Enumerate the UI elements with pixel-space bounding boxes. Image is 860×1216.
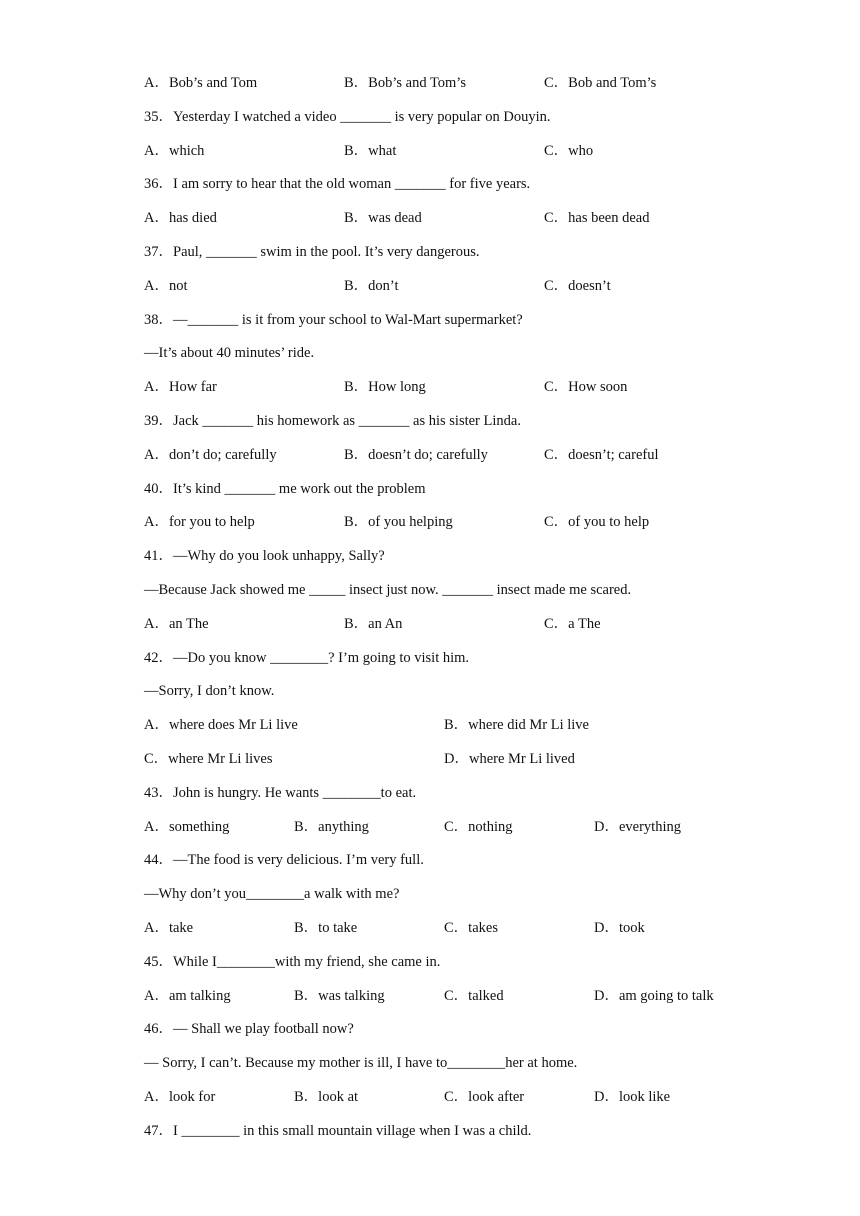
answer-options: [144, 446, 764, 464]
option-b: B．don’t: [344, 278, 399, 294]
option-b: B．anything: [294, 819, 369, 835]
option-c: C．talked: [444, 988, 504, 1004]
option-b: B．doesn’t do; carefully: [344, 447, 488, 463]
option-c: C．has been dead: [544, 210, 650, 226]
option-d: D．am going to talk: [594, 988, 714, 1004]
option-a: A．for you to help: [144, 514, 255, 530]
option-b: B．what: [344, 143, 397, 159]
question-line: — Sorry, I can’t. Because my mother is ill, I have to________her at home.: [144, 1055, 578, 1071]
option-b: D．where Mr Li lived: [444, 751, 575, 767]
question-line: —Why don’t you________a walk with me?: [144, 886, 400, 902]
option-c: C．Bob and Tom’s: [544, 75, 657, 91]
question-line: 37．Paul, _______ swim in the pool. It’s very dangerous.: [144, 244, 480, 260]
option-c: C．doesn’t: [544, 278, 611, 294]
option-a: A．not: [144, 278, 188, 294]
option-a: A．look for: [144, 1089, 216, 1105]
option-b: B．was talking: [294, 988, 385, 1004]
option-a: A．has died: [144, 210, 217, 226]
option-a: C．where Mr Li lives: [144, 751, 273, 767]
option-b: B．where did Mr Li live: [444, 717, 589, 733]
question-line: —Sorry, I don’t know.: [144, 683, 275, 699]
option-d: D．look like: [594, 1089, 671, 1105]
option-c: C．nothing: [444, 819, 513, 835]
answer-options: [144, 716, 764, 734]
question-line: 42．—Do you know ________? I’m going to visit him.: [144, 650, 470, 666]
answer-options: [144, 142, 764, 160]
question-line: 45．While I________with my friend, she came in.: [144, 954, 441, 970]
question-line: 44．—The food is very delicious. I’m very full.: [144, 852, 424, 868]
option-c: C．takes: [444, 920, 498, 936]
question-line: 39．Jack _______ his homework as _______ as his sister Linda.: [144, 413, 521, 429]
answer-options: [144, 513, 764, 531]
option-b: B．an An: [344, 616, 403, 632]
answer-options: [144, 818, 764, 836]
question-line: 38．—_______ is it from your school to Wal-Mart supermarket?: [144, 312, 523, 328]
option-c: C．a The: [544, 616, 601, 632]
answer-options: [144, 378, 764, 396]
answer-options: [144, 1088, 764, 1106]
option-a: A．take: [144, 920, 194, 936]
option-c: C．How soon: [544, 379, 628, 395]
option-b: B．was dead: [344, 210, 422, 226]
question-line: 36．I am sorry to hear that the old woman _______ for five years.: [144, 176, 531, 192]
option-a: A．something: [144, 819, 230, 835]
answer-options: [144, 750, 764, 768]
option-c: C．doesn’t; careful: [544, 447, 659, 463]
option-d: D．took: [594, 920, 645, 936]
option-c: C．who: [544, 143, 594, 159]
option-a: A．which: [144, 143, 205, 159]
question-line: 47．I ________ in this small mountain village when I was a child.: [144, 1123, 532, 1139]
option-a: A．Bob’s and Tom: [144, 75, 258, 91]
option-b: B．look at: [294, 1089, 359, 1105]
option-b: B．How long: [344, 379, 426, 395]
option-a: A．an The: [144, 616, 209, 632]
option-a: A．don’t do; carefully: [144, 447, 277, 463]
question-line: —It’s about 40 minutes’ ride.: [144, 345, 315, 361]
answer-options: [144, 987, 764, 1005]
question-line: 46．— Shall we play football now?: [144, 1021, 354, 1037]
question-line: 43．John is hungry. He wants ________to eat.: [144, 785, 417, 801]
option-b: B．to take: [294, 920, 358, 936]
answer-options: [144, 74, 764, 92]
option-b: B．of you helping: [344, 514, 453, 530]
option-d: D．everything: [594, 819, 681, 835]
option-b: B．Bob’s and Tom’s: [344, 75, 466, 91]
answer-options: [144, 615, 764, 633]
question-line: —Because Jack showed me _____ insect just now. _______ insect made me scared.: [144, 582, 632, 598]
question-line: 40．It’s kind _______ me work out the problem: [144, 481, 426, 497]
option-a: A．am talking: [144, 988, 231, 1004]
question-line: 41．—Why do you look unhappy, Sally?: [144, 548, 385, 564]
option-c: C．look after: [444, 1089, 525, 1105]
option-c: C．of you to help: [544, 514, 650, 530]
answer-options: [144, 277, 764, 295]
question-line: 35．Yesterday I watched a video _______ is very popular on Douyin.: [144, 109, 551, 125]
option-a: A．How far: [144, 379, 217, 395]
answer-options: [144, 919, 764, 937]
option-a: A．where does Mr Li live: [144, 717, 298, 733]
answer-options: [144, 209, 764, 227]
